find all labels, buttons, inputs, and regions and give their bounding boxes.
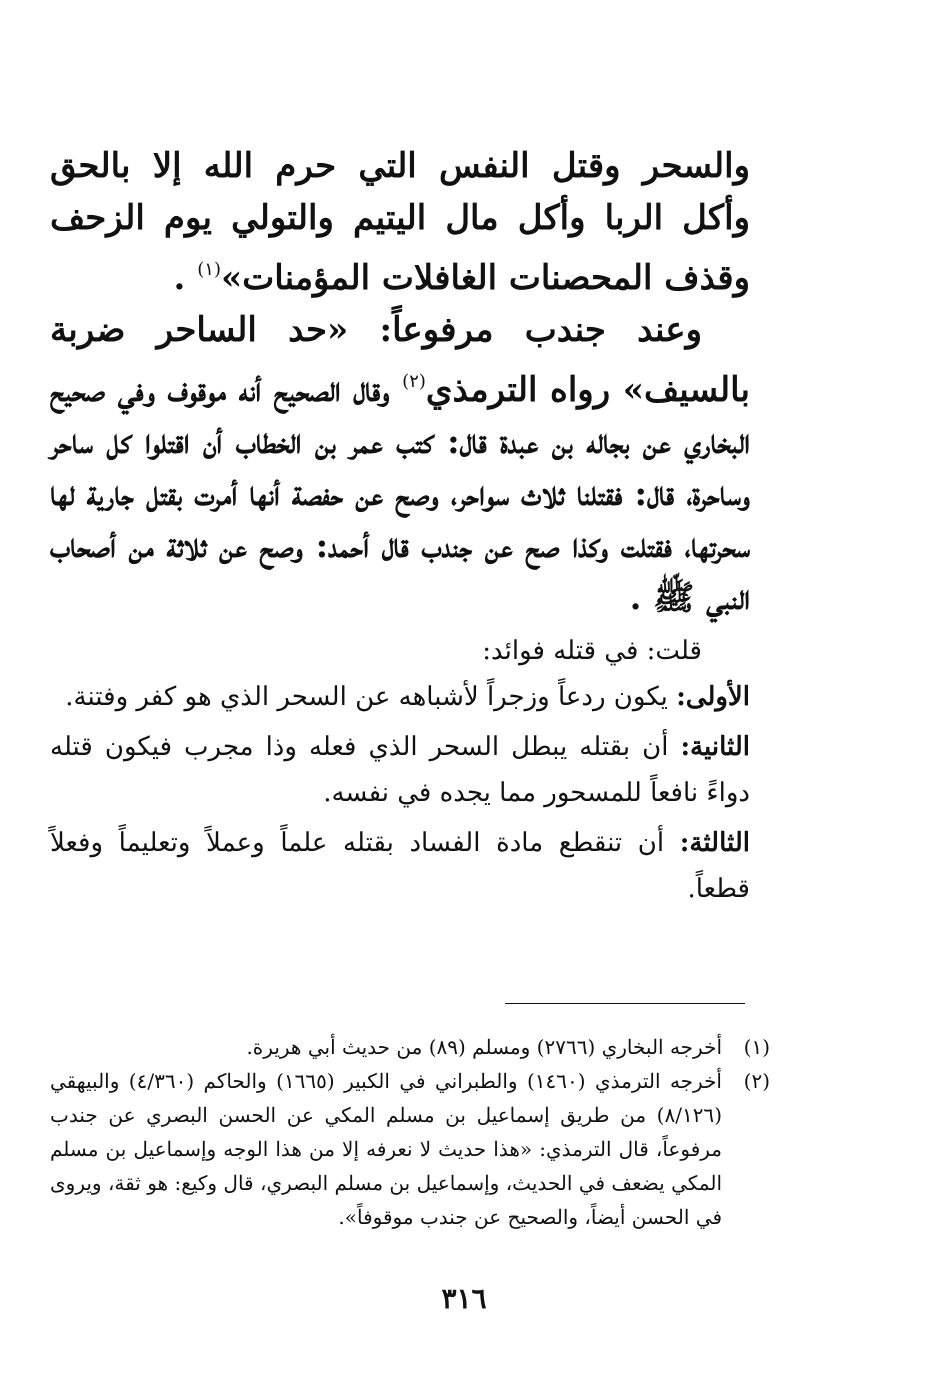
paragraph-major-sins xyxy=(50,140,750,304)
footnote-ref-1[interactable]: (١) xyxy=(197,259,221,280)
paragraph-major-sins-end: . xyxy=(173,258,198,298)
first-benefit-text: يكون ردعاً وزجراً لأشباهه عن السحر الذي هو كفر وفتنة. xyxy=(65,682,677,712)
paragraph-jundub-text-a: وعند جندب مرفوعاً: «حد الساحر ضربة بالسيف» رواه الترمذي xyxy=(50,310,750,410)
second-benefit-label: الثانية: xyxy=(680,732,750,762)
paragraph-major-sins-text: والسحر وقتل النفس التي حرم الله إلا بالحق وأكل الربا وأكل مال اليتيم والتولي يوم الزحف وقذف المحصنات الغافلات المؤمنات» xyxy=(50,146,750,298)
footnote-2 xyxy=(50,1064,770,1234)
paragraph-jundub xyxy=(50,304,750,624)
footnote-1 xyxy=(50,1030,770,1064)
third-benefit-text: أن تنقطع مادة الفساد بقتله علماً وعملاً وتعليماً وفعلاً قطعاً. xyxy=(50,828,750,904)
footnote-text: أخرجه الترمذي (١٤٦٠) والطبراني في الكبير (١٦٦٥) والحاكم (٤/٣٦٠) والبيهقي (٨/١٢٦) من طريق إسماعيل بن مسلم المكي عن الحسن البصري عن جندب مرفوعاً، قال الترمذي: «هذا حديث لا نعرفه إلا من هذا الوجه وإسماعيل بن مسلم المكي يضعف في الحديث، وإسماعيل بن مسلم البصري، قال وكيع: هو ثقة، ويروى في الحسن أيضاً، والصحيح عن جندب موقوفاً». xyxy=(50,1069,722,1229)
main-text xyxy=(50,140,750,912)
footnote-number: (٢) xyxy=(743,1069,770,1093)
paragraph-first-benefit xyxy=(50,674,750,720)
third-benefit-label: الثالثة: xyxy=(679,828,750,858)
footnote-number: (١) xyxy=(743,1035,770,1059)
paragraph-third-benefit xyxy=(50,820,750,912)
paragraph-second-benefit xyxy=(50,724,750,816)
paragraph-benefits-intro: قلت: في قتله فوائد: xyxy=(482,636,702,666)
footnote-separator xyxy=(505,1003,745,1004)
page-number: ٣١٦ xyxy=(441,1282,487,1315)
first-benefit-label: الأولى: xyxy=(676,682,750,712)
footnotes xyxy=(50,1030,770,1234)
second-benefit-text: أن بقتله يبطل السحر الذي فعله وذا مجرب فيكون قتله دواءً نافعاً للمسحور مما يجده في نفسه. xyxy=(50,732,750,808)
footnote-ref-2[interactable]: (٢) xyxy=(402,371,426,392)
paragraph-jundub-text-b: وقال الصحيح أنه موقوف وفي صحيح البخاري عن بجاله بن عبدة قال: كتب عمر بن الخطاب أن اقتلوا كل ساحر وساحرة، قال: فقتلنا ثلاث سواحر، وصح عن حفصة أنها أمرت بقتل جارية لها سحرتها، فقتلت وكذا صح عن جندب قال أحمد: وصح عن ثلاثة من أصحاب النبي ﷺ . xyxy=(50,370,751,618)
footnote-text: أخرجه البخاري (٢٧٦٦) ومسلم (٨٩) من حديث أبي هريرة. xyxy=(246,1035,722,1059)
